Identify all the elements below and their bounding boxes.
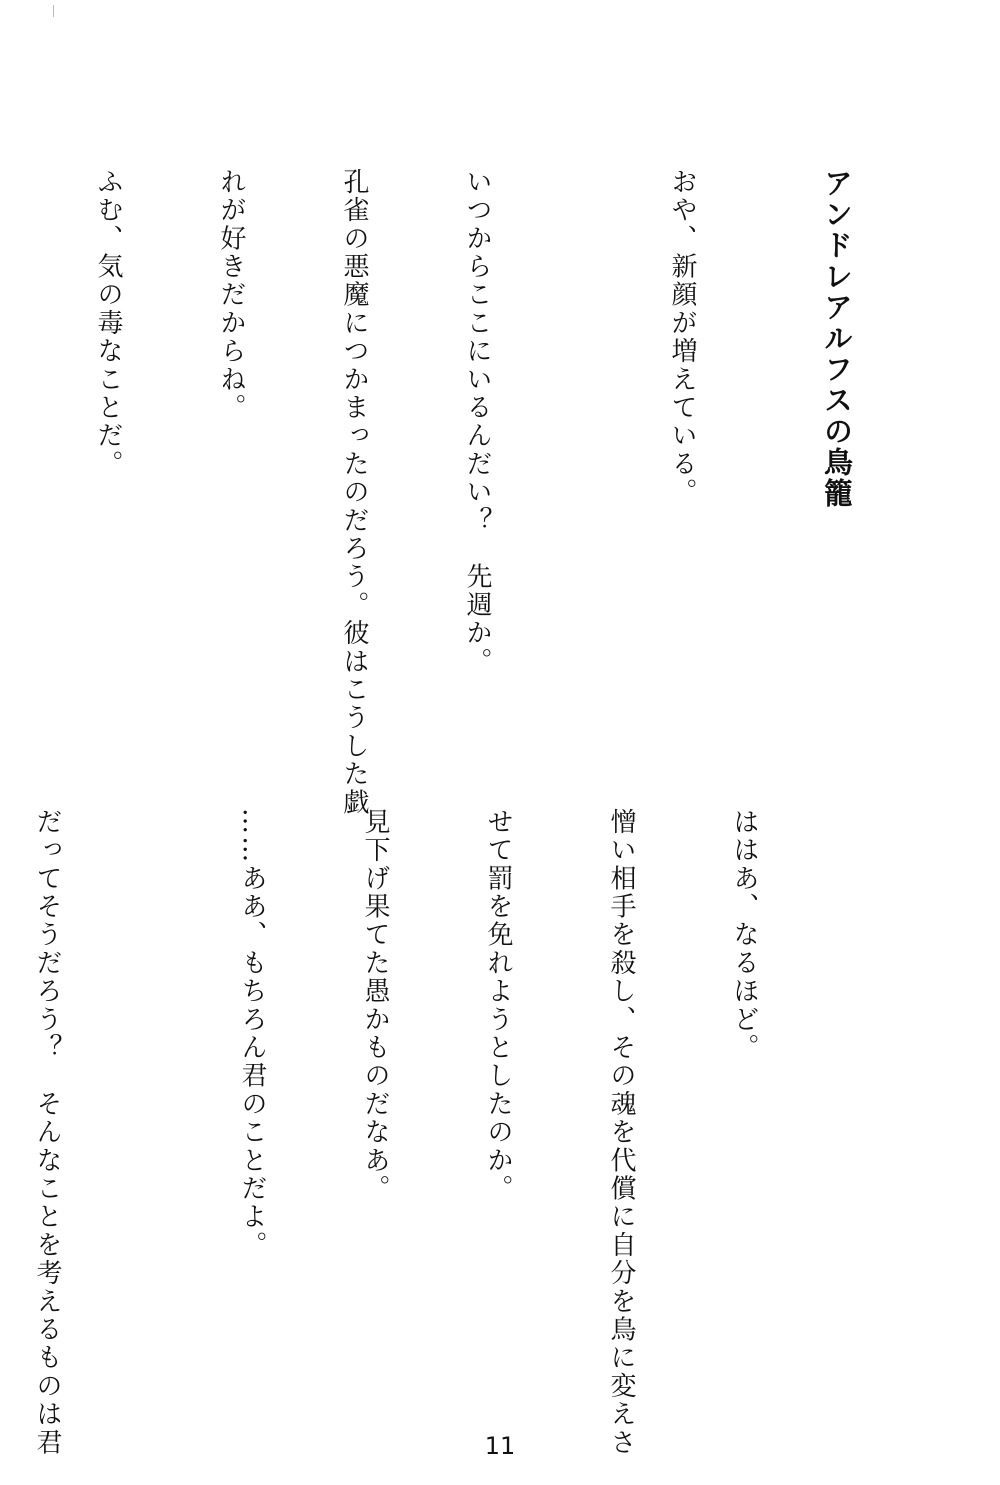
text-line bbox=[0, 168, 5, 817]
text-line: 孔雀の悪魔につかまったのだろう。彼はこうした戯 bbox=[339, 168, 369, 817]
text-line: だってそうだろう？ そんなことを考えるものは君 bbox=[32, 808, 62, 1457]
lower-text-block bbox=[0, 808, 846, 1485]
text-line: 見下げ果てた愚かものだなあ。 bbox=[360, 808, 390, 1203]
text-line: ……ああ、もちろん君のことだよ。 bbox=[237, 808, 267, 1260]
text-line: おや、新顔が増えている。 bbox=[667, 168, 697, 507]
text-line: いつからここにいるんだい？ 先週か。 bbox=[462, 168, 492, 676]
text-line: れが好きだからね。 bbox=[216, 168, 246, 422]
page-number: 11 bbox=[484, 1432, 516, 1460]
story-title: アンドレアルフスの鳥籠 bbox=[820, 168, 854, 509]
upper-text-block bbox=[0, 168, 784, 817]
text-line: せて罰を免れようとしたのか。 bbox=[483, 808, 513, 1203]
crop-mark bbox=[53, 5, 54, 17]
text-line: ははあ、なるほど。 bbox=[729, 808, 759, 1062]
text-line: ふむ、気の毒なことだ。 bbox=[93, 168, 123, 479]
text-line: 憎い相手を殺し、その魂を代償に自分を鳥に変えさ bbox=[606, 808, 636, 1457]
